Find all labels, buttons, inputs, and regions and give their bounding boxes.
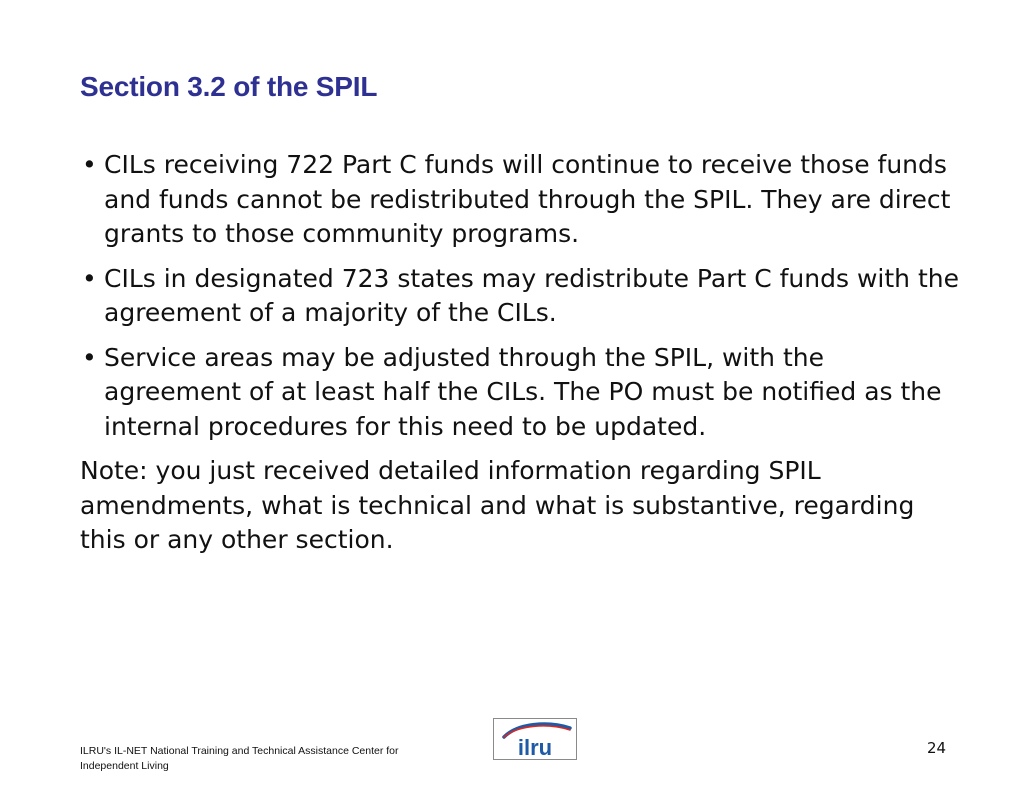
ilru-logo-icon: [494, 719, 576, 759]
page-number: 24: [927, 739, 947, 757]
ilru-logo: [493, 718, 577, 760]
slide-content: [80, 148, 960, 558]
bullet-text: Service areas may be adjusted through the SPIL, with the agreement of at least half the CILs. The PO must be notified as the internal procedures for this need to be updated.: [104, 342, 942, 441]
bullet-list: [80, 148, 960, 444]
bullet-icon: •: [82, 150, 97, 179]
bullet-icon: •: [82, 263, 97, 293]
note-text: Note: you just received detailed information regarding SPIL amendments, what is technical and what is substantive, regarding this or any other section.: [80, 456, 915, 554]
footer-line-1: ILRU's IL-NET National Training and Technical Assistance Center for: [80, 745, 399, 757]
bullet-text: CILs receiving 722 Part C funds will continue to receive those funds and funds cannot be redistributed through the SPIL. They are direct grants to those community programs.: [104, 150, 951, 248]
bullet-item: [80, 148, 960, 252]
logo-text: ilru: [517, 735, 553, 759]
bullet-icon: •: [82, 342, 97, 372]
bullet-item: [80, 262, 960, 331]
bullet-item: [80, 341, 960, 445]
footer-credit: [80, 744, 460, 774]
bullet-text: CILs in designated 723 states may redistribute Part C funds with the agreement of a majority of the CILs.: [104, 263, 959, 327]
slide-title: Section 3.2 of the SPIL: [80, 71, 378, 102]
footer-line-2: Independent Living: [80, 760, 169, 772]
